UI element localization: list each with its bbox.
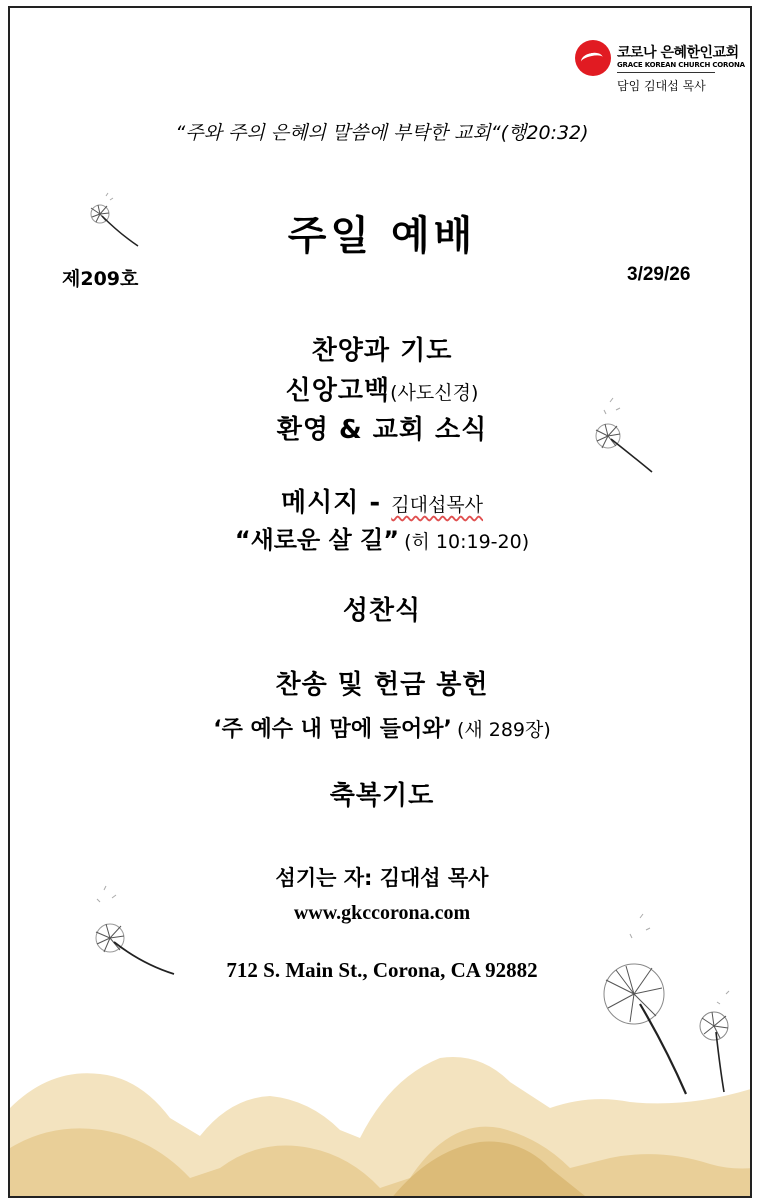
order-message <box>10 482 752 519</box>
church-logo-icon <box>575 40 611 76</box>
server-credit: 섬기는 자: 김대섭 목사 <box>275 866 489 890</box>
order-offering: 찬송 및 헌금 봉헌 <box>275 670 489 700</box>
order-benediction: 축복기도 <box>329 781 435 811</box>
order-praise-prayer: 찬양과 기도 <box>311 336 453 366</box>
logo-english-name: GRACE KOREAN CHURCH CORONA <box>617 61 745 69</box>
logo-church-name: 코로나 은혜한인교회 <box>617 45 739 61</box>
creed-sub: (사도신경) <box>390 382 479 404</box>
issue-number: 제209호 <box>62 268 139 290</box>
bulletin-page <box>8 6 752 1198</box>
hymn-number: (새 289장) <box>456 719 551 741</box>
dandelion-icon <box>82 884 182 980</box>
church-motto: “주와 주의 은혜의 말씀에 부탁한 교회“(행20:32) <box>175 122 589 144</box>
order-welcome-news: 환영 & 교회 소식 <box>276 415 488 445</box>
church-website: www.gkccorona.com <box>293 902 471 924</box>
logo-divider <box>617 72 715 73</box>
hymn-title: ‘주 예수 내 맘에 들어와’ <box>213 717 452 742</box>
sermon-reference: (히 10:19-20) <box>404 531 530 553</box>
page-title: 주일 예배 <box>287 213 477 259</box>
service-date: 3/29/26 <box>627 264 691 285</box>
dandelion-icon <box>80 184 150 254</box>
order-hymn <box>10 712 752 743</box>
mountains-illustration <box>10 1038 752 1198</box>
order-communion: 성찬식 <box>342 596 422 626</box>
dandelion-icon <box>580 392 670 482</box>
message-speaker: 김대섭목사 <box>391 494 484 516</box>
order-sermon <box>10 520 752 555</box>
logo-pastor-line: 담임 김대섭 목사 <box>617 79 706 93</box>
church-address: 712 S. Main St., Corona, CA 92882 <box>226 958 538 982</box>
creed-main: 신앙고백 <box>285 376 391 406</box>
sermon-title: “새로운 살 길” <box>234 526 400 554</box>
message-label: 메시지 - <box>280 488 382 518</box>
